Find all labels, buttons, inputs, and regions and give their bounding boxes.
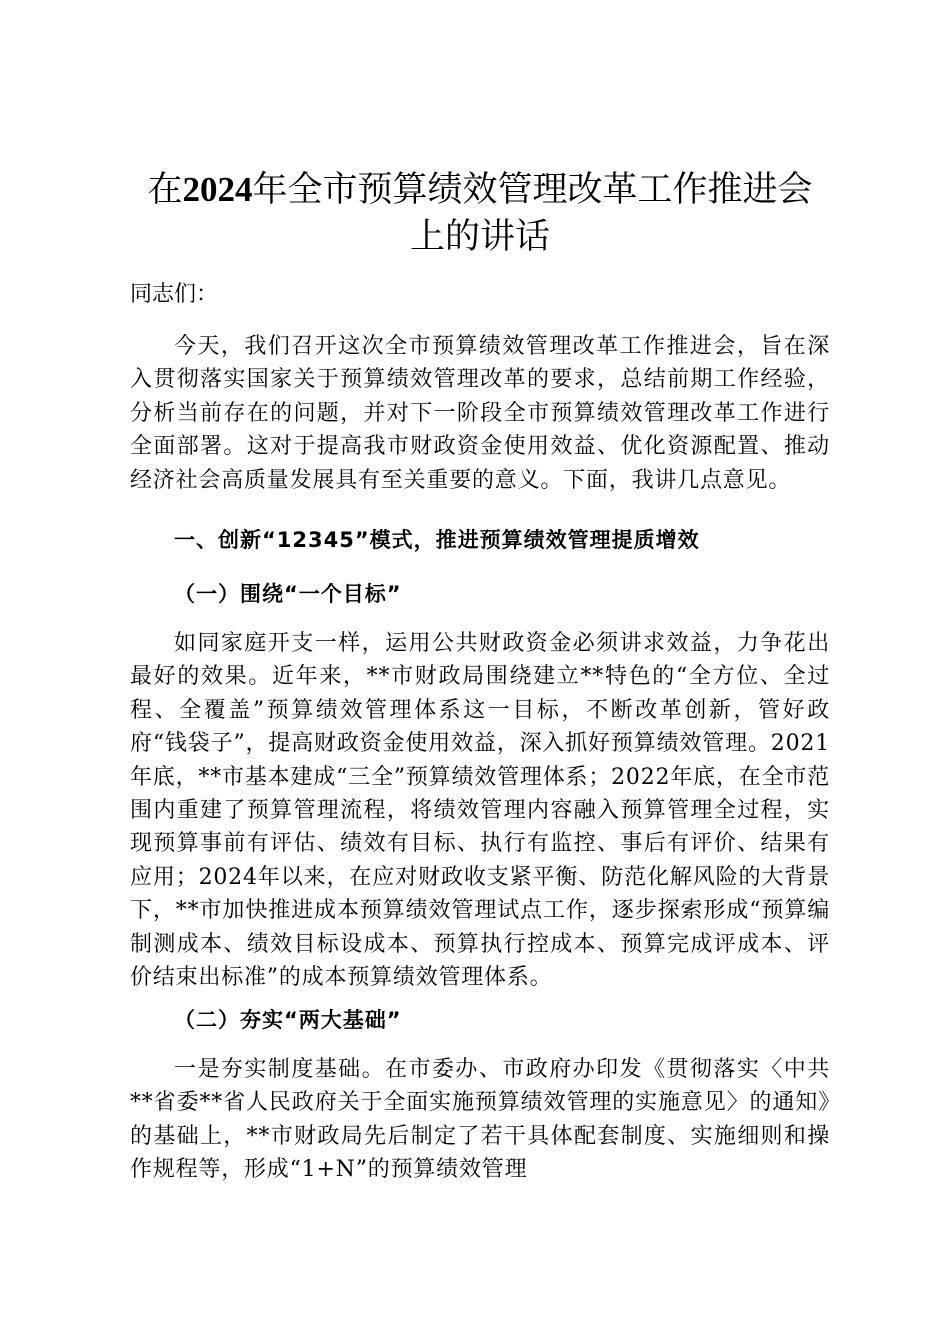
body-paragraph-3: 一是夯实制度基础。在市委办、市政府办印发《贯彻落实〈中共**省委**省人民政府关于全面实施预算绩效管理的实施意见〉的通知》的基础上，**市财政局先后制定了若干具体配套制度、实施细则和操作规程等，形成“1+N”的预算绩效管理	[130, 1057, 830, 1183]
title-line-2: 上的讲话	[409, 217, 550, 257]
intro-paragraph: 今天，我们召开这次全市预算绩效管理改革工作推进会，旨在深入贯彻落实国家关于预算绩效管理改革的要求，总结前期工作经验，分析当前存在的问题，并对下一阶段全市预算绩效管理改革工作进行全面部署。这对于提高我市财政资金使用效益、优化资源配置、推动经济社会高质量发展具有至关重要的意义。下面，我讲几点意见。	[130, 334, 830, 493]
subsection-heading-1: （一）围绕“一个目标”	[174, 582, 402, 606]
subsection-heading-2: （二）夯实“两大基础”	[174, 1008, 402, 1032]
title-year: 2024	[182, 170, 253, 209]
document-title	[130, 166, 830, 261]
body-paragraph-2: 如同家庭开支一样，运用公共财政资金必须讲求效益，力争花出最好的效果。近年来，**市财政局围绕建立**特色的“全方位、全过程、全覆盖”预算绩效管理体系这一目标，不断改革创新，管好政府“钱袋子”，提高财政资金使用效益，深入抓好预算绩效管理。2021年底，**市基本建成“三全”预算绩效管理体系；2022年底，在全市范围内重建了预算管理流程，将绩效管理内容融入预算管理全过程，实现预算事前有评估、绩效有目标、执行有监控、事后有评价、结果有应用；2024年以来，在应对财政收支紧平衡、防范化解风险的大背景下，**市加快推进成本预算绩效管理试点工作，逐步探索形成“预算编制测成本、绩效目标设成本、预算执行控成本、预算完成评成本、评价结束出标准”的成本预算绩效管理体系。	[130, 631, 830, 991]
section-heading-1: 一、创新“12345”模式，推进预算绩效管理提质增效	[174, 528, 700, 552]
title-suffix: 年全市预算绩效管理改革工作推进会	[252, 170, 813, 210]
title-prefix: 在	[147, 170, 183, 210]
salutation: 同志们：	[130, 282, 219, 307]
